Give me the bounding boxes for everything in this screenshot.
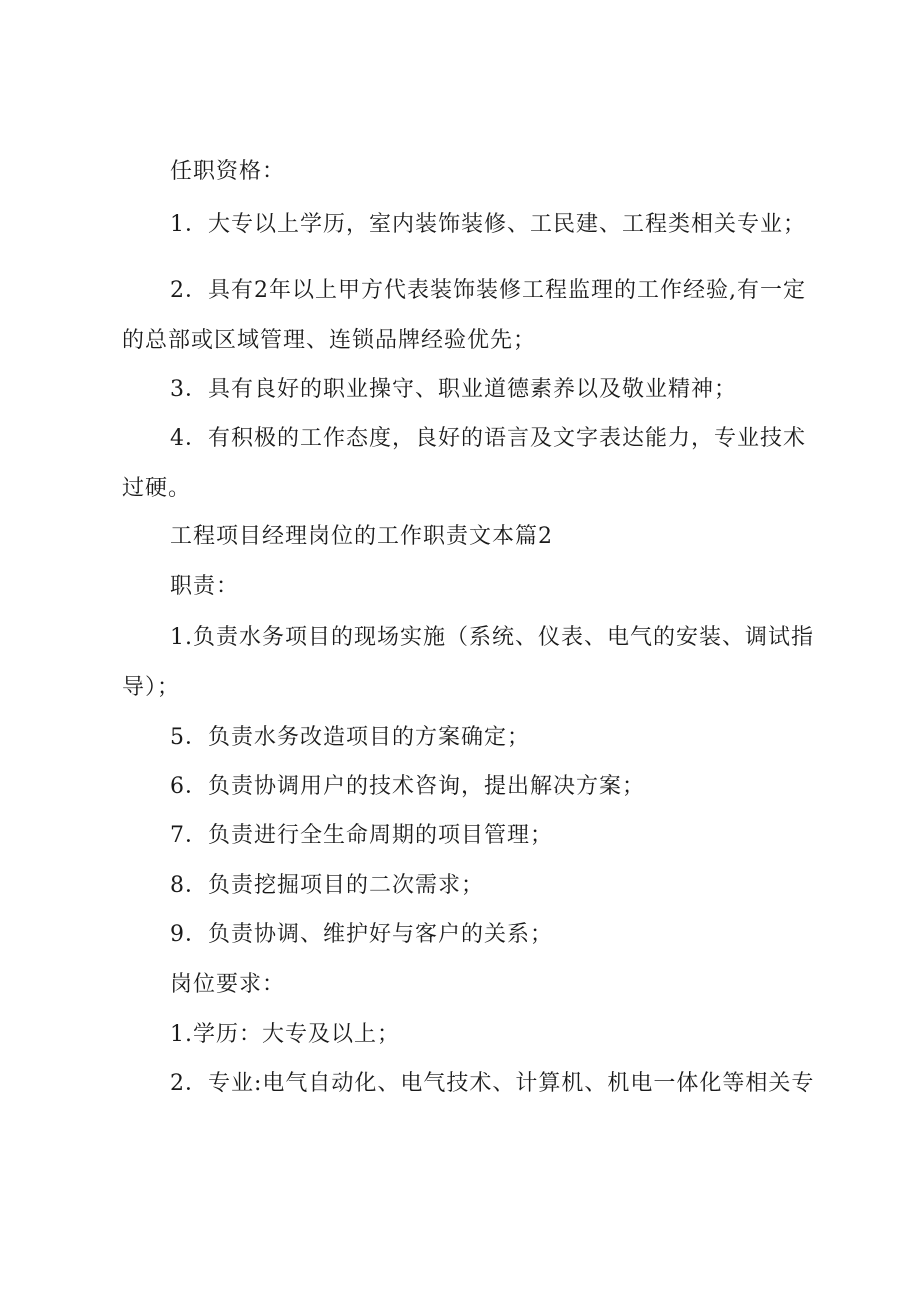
paragraph-line: 3．具有良好的职业操守、职业道德素养以及敬业精神； xyxy=(170,377,737,402)
paragraph-line-continuation: 导）； xyxy=(122,675,181,700)
paragraph-line: 1.负责水务项目的现场实施（系统、仪表、电气的安装、调试指 xyxy=(170,625,814,650)
section-heading-duties: 职责： xyxy=(170,574,240,599)
paragraph-line: 1．大专以上学历，室内装饰装修、工民建、工程类相关专业； xyxy=(170,212,806,237)
section-heading-qualifications: 任职资格： xyxy=(170,159,286,184)
paragraph-line: 2．专业:电气自动化、电气技术、计算机、机电一体化等相关专 xyxy=(170,1071,815,1096)
paragraph-line: 2．具有2年以上甲方代表装饰装修工程监理的工作经验,有一定 xyxy=(170,278,806,303)
paragraph-line-continuation: 过硬。 xyxy=(122,476,192,501)
paragraph-line: 8．负责挖掘项目的二次需求； xyxy=(170,873,484,898)
paragraph-line-continuation: 的总部或区域管理、连锁品牌经验优先； xyxy=(122,328,537,353)
paragraph-line: 7．负责进行全生命周期的项目管理； xyxy=(170,823,553,848)
section-title: 工程项目经理岗位的工作职责文本篇2 xyxy=(170,524,553,549)
paragraph-line: 1.学历：大专及以上； xyxy=(170,1022,400,1047)
paragraph-line: 6．负责协调用户的技术咨询，提出解决方案； xyxy=(170,774,645,799)
paragraph-line: 9．负责协调、维护好与客户的关系； xyxy=(170,922,553,947)
paragraph-line: 5．负责水务改造项目的方案确定； xyxy=(170,725,530,750)
section-heading-requirements: 岗位要求： xyxy=(170,972,286,997)
paragraph-line: 4．有积极的工作态度，良好的语言及文字表达能力，专业技术 xyxy=(170,426,806,451)
